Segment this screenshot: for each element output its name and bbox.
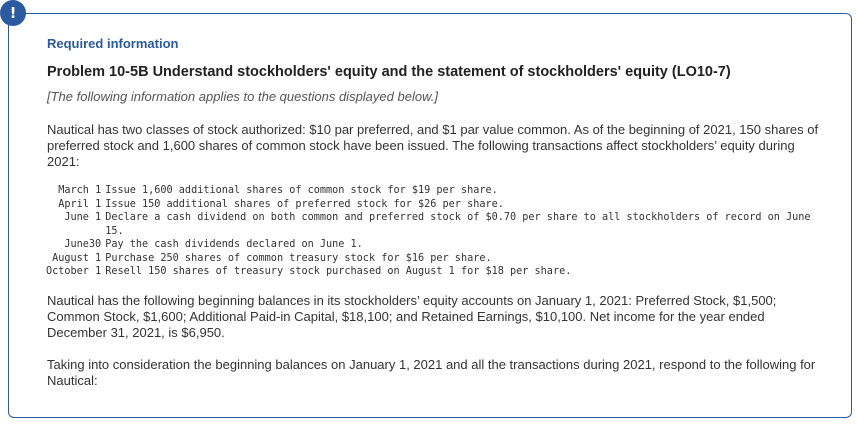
transaction-description: Resell 150 shares of treasury stock purchased on August 1 for $18 per share. xyxy=(105,266,572,277)
required-information-label: Required information xyxy=(47,36,179,51)
required-information-card xyxy=(8,13,852,418)
transaction-date: April 1 xyxy=(58,198,102,210)
transaction-date: August 1 xyxy=(52,252,102,264)
transaction-description: Pay the cash dividends declared on June 1. xyxy=(105,239,363,250)
balances-paragraph: Nautical has the following beginning balances in its stockholders’ equity accounts on January 1, 2021: Preferred Stock, $1,500; Common Stock, $1,600; Additional Paid-in Capital, $18,100; and Retained Earnings, $10,100. Net income for the year ended December 31, 2021, is $6,950. xyxy=(47,292,777,340)
info-note: [The following information applies to the questions displayed below.] xyxy=(47,89,438,104)
table-row xyxy=(46,198,825,212)
table-row xyxy=(46,211,825,238)
table-row xyxy=(46,238,825,252)
intro-paragraph: Nautical has two classes of stock authorized: $10 par preferred, and $1 par value common. As of the beginning of 2021, 150 shares of preferred stock and 1,600 shares of common stock have been issued. The following transactions affect stockholders’ equity during 2021: xyxy=(47,122,819,169)
transaction-date: June30 xyxy=(64,239,102,250)
transaction-description: Purchase 250 shares of common treasury stock for $16 per share. xyxy=(105,252,492,264)
table-row xyxy=(46,252,825,266)
transaction-date: October 1 xyxy=(46,266,102,277)
transaction-description: Declare a cash dividend on both common and preferred stock of $0.70 per share to all stockholders of record on June 15. xyxy=(105,212,811,237)
card-content xyxy=(47,36,827,389)
closing-paragraph: Taking into consideration the beginning balances on January 1, 2021 and all the transactions during 2021, respond to the following for Nautical: xyxy=(47,356,816,388)
problem-title: Problem 10-5B Understand stockholders' equity and the statement of stockholders' equity (LO10-7) xyxy=(47,64,731,80)
table-row xyxy=(46,265,825,279)
transaction-date: June 1 xyxy=(64,212,102,223)
table-row xyxy=(46,184,825,198)
alert-icon: ! xyxy=(0,0,26,26)
transaction-description: Issue 1,600 additional shares of common stock for $19 per share. xyxy=(105,185,498,196)
transactions-table xyxy=(46,184,825,279)
transaction-description: Issue 150 additional shares of preferred stock for $26 per share. xyxy=(105,198,504,210)
transaction-date: March 1 xyxy=(58,185,102,196)
